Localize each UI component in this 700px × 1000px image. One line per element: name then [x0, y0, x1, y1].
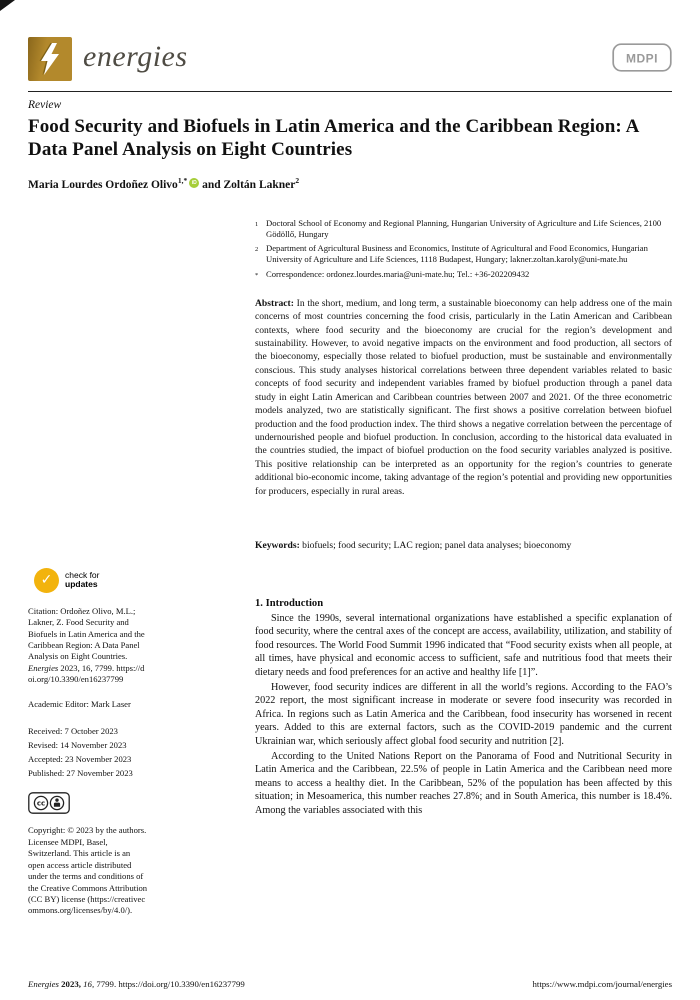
- correspondence-mark: *: [255, 271, 259, 279]
- authors-and: and: [202, 178, 221, 191]
- citation-label: Citation:: [28, 605, 59, 616]
- email-link[interactable]: ordonez.lourdes.maria@uni-mate.hu;: [326, 268, 455, 279]
- received-date: Received: 7 October 2023: [28, 726, 118, 737]
- affiliations: [255, 218, 672, 281]
- correspondence-label: Correspondence:: [266, 268, 325, 279]
- check-line-2: updates: [65, 579, 98, 590]
- abstract: [255, 297, 672, 498]
- lightning-icon: [28, 37, 72, 81]
- affiliation-text: Doctoral School of Economy and Regional Planning, Hungarian University of Agriculture and Life Sciences, 2100 Gödöllő, Hungary: [266, 217, 662, 240]
- author-2: Zoltán Lakner: [223, 178, 296, 191]
- citation-journal: Energies: [28, 662, 59, 673]
- citation-text: Ordoñez Olivo, M.L.; Lakner, Z. Food Security and Biofuels in Latin America and the Caribbean Region: A Data Panel Analysis on Eight Countries.: [28, 605, 145, 662]
- energies-logo[interactable]: [28, 37, 188, 81]
- page-footer: [28, 979, 672, 989]
- main-columns: [28, 218, 672, 917]
- accepted-date: Accepted: 23 November 2023: [28, 754, 132, 765]
- intro-paragraph-3: According to the United Nations Report on the Panorama of Food and Nutritional Security in Latin America and the Caribbean, 22.5% of people in Latin America and the Caribbean need more means to access a healthy diet. In the Caribbean, 52% of the population has been affected by this situation; in Mesoamerica, this number reaches 27.8%; and in South America, this number is 18.4%. Among the variables associated with this: [255, 751, 672, 816]
- keywords-text: biofuels; food security; LAC region; panel data analyses; bioeconomy: [302, 539, 572, 551]
- footer-journal: Energies: [28, 979, 59, 989]
- keywords: [255, 539, 672, 552]
- correspondence-tel: Tel.: +36-202209432: [456, 268, 530, 279]
- license-url-link[interactable]: https://creativecommons.org/licenses/by/4.0/: [28, 893, 146, 916]
- published-date: Published: 27 November 2023: [28, 768, 133, 779]
- footer-volume: 16,: [83, 979, 95, 989]
- footer-pages: 7799.: [96, 979, 117, 989]
- footer-year: 2023,: [61, 979, 81, 989]
- mdpi-label: MDPI: [626, 51, 658, 66]
- correspondence-row: [255, 269, 672, 281]
- keywords-label: Keywords:: [255, 539, 300, 551]
- copyright-suffix: ).: [127, 905, 133, 916]
- article-type-label: Review: [28, 99, 62, 111]
- academic-editor: Academic Editor: Mark Laser: [28, 698, 131, 709]
- cc-by-license-icon[interactable]: [28, 792, 240, 817]
- footer-citation: [28, 979, 245, 989]
- intro-paragraph-1: Since the 1990s, several international organizations have established a specific explanation of food security, where the central axes of the concept are access, availability, utilization, and stability of food resources. The World Food Summit 1996 indicated that “Food security exists when all people, at all times, have physical and economic access to sufficient, safe and nutritious food that meets their dietary needs and food preferences for an active and healthy life [1]”.: [255, 612, 672, 678]
- authors-line: [28, 176, 672, 192]
- affiliation-row: [255, 218, 672, 240]
- page-corner-artifact: [0, 0, 15, 11]
- check-for-updates-badge[interactable]: [34, 568, 240, 593]
- correspondence-text: [266, 269, 672, 281]
- journal-url-link[interactable]: https://www.mdpi.com/journal/energies: [532, 979, 672, 989]
- section-heading-introduction: 1. Introduction: [255, 597, 324, 609]
- revised-date: Revised: 14 November 2023: [28, 740, 127, 751]
- header-divider: [28, 91, 672, 92]
- copyright-text: © 2023 by the authors. Licensee MDPI, Basel, Switzerland. This article is an open access article distributed under the terms and conditions of the Creative Commons Attribution (CC BY) license (: [28, 825, 148, 904]
- affiliation-row: [255, 243, 672, 265]
- article-title: Food Security and Biofuels in Latin America and the Caribbean Region: A Data Panel Analysis on Eight Countries: [28, 116, 639, 160]
- check-line-1: check for: [65, 569, 100, 580]
- journal-name: energies: [83, 40, 188, 73]
- email-link[interactable]: lakner.zoltan.karoly@uni-mate.hu: [510, 254, 628, 265]
- affiliation-number: 1: [255, 220, 259, 228]
- author-1: Maria Lourdes Ordoñez Olivo: [28, 178, 178, 191]
- dates-block: [28, 724, 148, 780]
- header: [28, 36, 672, 82]
- author-2-sup: 2: [295, 176, 300, 185]
- author-1-sup: 1,*: [177, 176, 188, 185]
- copyright-label: Copyright:: [28, 825, 66, 836]
- check-glyph: ✓: [40, 572, 53, 589]
- affiliation-text: [266, 243, 672, 265]
- footer-doi-link[interactable]: https://doi.org/10.3390/en16237799: [118, 979, 245, 989]
- sidebar: [28, 218, 240, 917]
- crossmark-check-icon: [34, 568, 59, 593]
- citation-doi-link[interactable]: https://doi.org/10.3390/en16237799: [28, 662, 145, 685]
- citation-block: [28, 606, 148, 686]
- check-updates-text: [65, 571, 100, 590]
- affiliation-number: 2: [255, 246, 259, 254]
- orcid-icon[interactable]: iD: [189, 178, 199, 188]
- mdpi-logo-icon[interactable]: [612, 43, 672, 77]
- abstract-text: In the short, medium, and long term, a sustainable bioeconomy can help address one of the main concerns of most countries concerning the food crisis, particularly in the Latin American and Caribbean contexts, where food security and the bioeconomy are crucial for the region’s development and sustainability. However, to avoid negative impacts on the environment and food production, all sectors of the bioeconomy, especially those related to biofuel production, must be sustainable and environmentally conscious. This study analyses historical correlations between three dependent variables related to basic concepts of food security and independent variables framed by biofuel production through a panel data study in eight Latin American and Caribbean countries between 2007 and 2021. Of the three econometric models analyzed, two are statistically significant. The first shows a positive correlation between biofuel production and the food production index. The third shows a negative correlation between the percentage of undernourished people and biofuel production. In conclusion, according to the historical data evaluated in the countries studied, the impact of biofuel production on the food security variables analyzed is positive. This positive relationship can be interpreted as an opportunity for the region’s countries to generate additional bio-economic income, taking advantage of the region’s potential and providing new opportunities for producers, especially in rural areas.: [255, 297, 672, 497]
- copyright-block: [28, 825, 148, 916]
- citation-meta: 2023, 16, 7799.: [60, 662, 115, 673]
- svg-text:cc: cc: [36, 799, 46, 808]
- affiliation-text-main: Department of Agricultural Business and Economics, Institute of Agricultural and Food Economics, Hungarian University of Agriculture and Life Sciences, 1118 Budapest, Hungary;: [266, 243, 648, 265]
- abstract-label: Abstract:: [255, 297, 294, 309]
- intro-paragraph-2: However, food security indices are different in all the world’s regions. According to the FAO’s 2022 report, the most significant increase in moderate or severe food insecurity was recorded in Africa. In regions such as Latin America and the Caribbean, food insecurity has worsened in recent years. Added to this are external factors, such as the COVID-2019 pandemic and the current Ukrainian war, which seriously affect global food security and nutrition [2].: [255, 681, 672, 747]
- article-content: [255, 218, 672, 917]
